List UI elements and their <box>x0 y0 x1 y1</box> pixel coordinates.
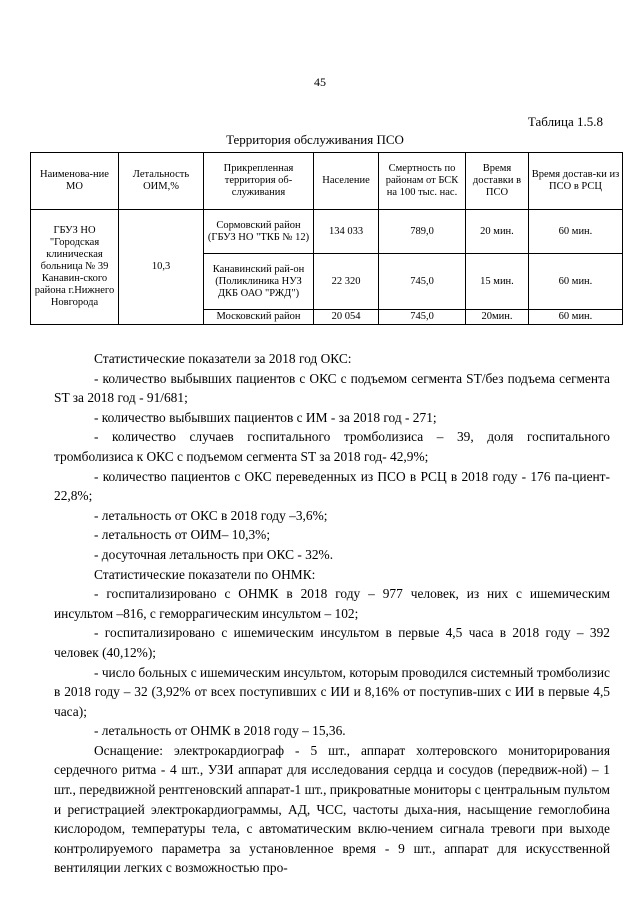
paragraph: - госпитализировано с ОНМК в 2018 году – 977 человек, из них с ишемическим инсультом –816, с геморрагическим инсультом – 102; <box>54 586 610 621</box>
header-cell: Наименова-ние МО <box>31 153 119 210</box>
paragraph: - количество пациентов с ОКС переведенных из ПСО в РСЦ в 2018 году - 176 па-циент- 22,8%; <box>54 468 610 504</box>
table-header-row <box>31 153 623 210</box>
time-pso-cell: 20мин. <box>466 310 529 325</box>
org-name-cell: ГБУЗ НО "Городская клиническая больница № 39 Канавин-ского района г.Нижнего Новгорода <box>31 210 119 325</box>
paragraph: - количество случаев госпитального тромболизиса – 39, доля госпитального тромболизиса к ОКС с подъемом сегмента ST за 2018 год- 42,9%; <box>54 429 610 464</box>
header-cell: Население <box>314 153 379 210</box>
time-rsc-cell: 60 мин. <box>529 254 623 310</box>
bsk-mortality-cell: 789,0 <box>379 210 466 254</box>
section-heading: Статистические показатели за 2018 год ОКС: <box>94 351 352 366</box>
paragraph: - досуточная летальность при ОКС - 32%. <box>94 546 334 562</box>
paragraph: - количество выбывших пациентов с ОКС с подъемом сегмента ST/без подъема сегмента ST за 2018 год - 91/681; <box>54 370 610 406</box>
pso-territory-table <box>30 152 623 325</box>
paragraph: - количество выбывших пациентов с ИМ - за 2018 год - 271; <box>94 409 437 425</box>
time-pso-cell: 15 мин. <box>466 254 529 310</box>
time-rsc-cell: 60 мин. <box>529 210 623 254</box>
header-cell: Смертность по районам от БСК на 100 тыс. нас. <box>379 153 466 210</box>
paragraph: Оснащение: электрокардиограф - 5 шт., аппарат холтеровского мониторирования сердечного ритма - 4 шт., УЗИ аппарат для исследования сердца и сосудов (передвиж-ной) – 1 шт., передвижной рентгеновский аппарат-1 шт., прикроватные мониторы с центральным пультом и регистрацией электрокардиограммы, АД, ЧСС, частоты дыха-ния, насыщение гемоглобина кислородом, температуры тела, с автоматическим вклю-чением сигнала тревоги при выходе контролируемого параметра за установленное время - 9 шт., аппарат для искусственной вентиляции легких с возможностью про- <box>54 742 610 876</box>
population-cell: 22 320 <box>314 254 379 310</box>
mortality-cell: 10,3 <box>119 210 204 325</box>
document-body <box>54 349 610 878</box>
page-number: 45 <box>314 75 326 89</box>
time-rsc-cell: 60 мин. <box>529 310 623 325</box>
section-heading: Статистические показатели по ОНМК: <box>94 566 316 582</box>
population-cell: 134 033 <box>314 210 379 254</box>
header-cell: Время достав-ки из ПСО в РСЦ <box>529 153 623 210</box>
population-cell: 20 054 <box>314 310 379 325</box>
territory-cell: Сормовский район (ГБУЗ НО "ТКБ № 12) <box>204 210 314 254</box>
paragraph: - число больных с ишемическим инсультом, которым проводился системный тромболизис в 2018 году – 32 (3,92% от всех поступивших с ИИ и 8,16% от поступив-ших с ИИ в первые 4,5 часа); <box>54 664 610 719</box>
header-cell: Время доставки в ПСО <box>466 153 529 210</box>
table-title: Территория обслуживания ПСО <box>226 132 404 147</box>
paragraph: - летальность от ОИМ– 10,3%; <box>94 527 271 543</box>
time-pso-cell: 20 мин. <box>466 210 529 254</box>
territory-cell: Канавинский рай-он (Поликлиника НУЗ ДКБ ОАО "РЖД") <box>204 254 314 310</box>
paragraph: - летальность от ОНМК в 2018 году – 15,36. <box>94 723 346 739</box>
bsk-mortality-cell: 745,0 <box>379 254 466 310</box>
bsk-mortality-cell: 745,0 <box>379 310 466 325</box>
paragraph: - госпитализировано с ишемическим инсультом в первые 4,5 часа в 2018 году – 392 человек (40,12%); <box>54 625 610 660</box>
header-cell: Летальность ОИМ,% <box>119 153 204 210</box>
header-cell: Прикрепленная территория об-служивания <box>204 153 314 210</box>
table-row <box>31 210 623 254</box>
paragraph: - летальность от ОКС в 2018 году –3,6%; <box>94 507 328 523</box>
table-caption: Таблица 1.5.8 <box>527 114 603 129</box>
territory-cell: Московский район <box>204 310 314 325</box>
